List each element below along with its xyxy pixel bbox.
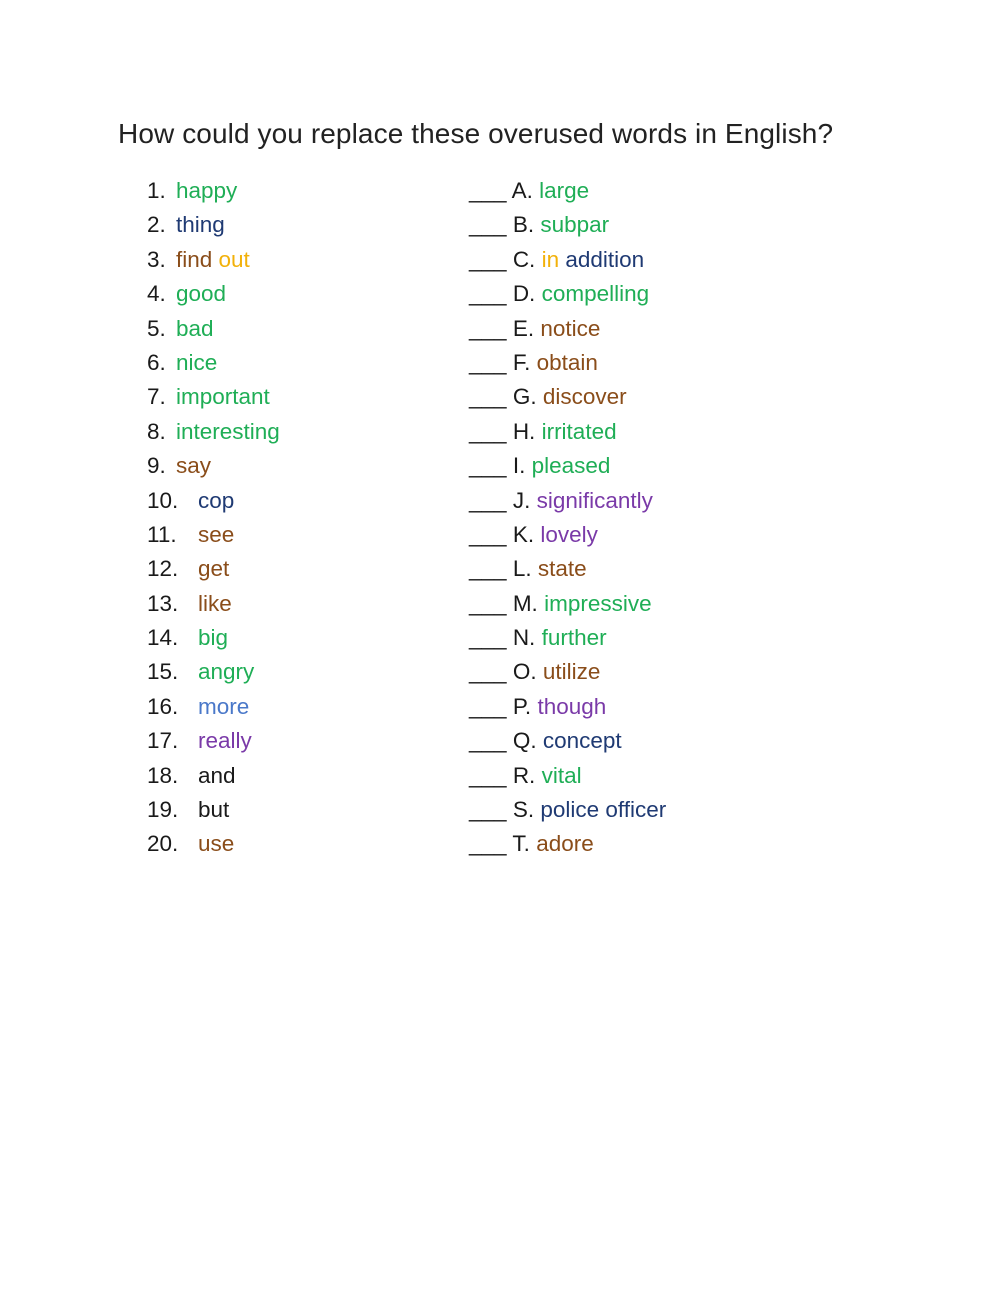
answer-blank[interactable]: ___ (469, 693, 507, 719)
answer-blank[interactable]: ___ (469, 797, 507, 823)
item-number: 2. (147, 212, 166, 238)
answer-blank[interactable]: ___ (469, 246, 507, 272)
overused-word: but (198, 797, 230, 823)
overused-word-item (147, 621, 280, 655)
replacement-word-item (469, 449, 666, 483)
overused-word-item (147, 277, 280, 311)
answer-blank[interactable]: ___ (469, 349, 507, 375)
replacement-word-item (469, 518, 666, 552)
option-letter: L. (512, 556, 532, 582)
replacement-word: significantly (536, 487, 653, 513)
overused-word-item (147, 759, 280, 793)
item-number: 4. (147, 281, 166, 307)
overused-word: out (218, 246, 250, 272)
overused-word: like (198, 590, 232, 616)
replacement-word: irritated (541, 418, 617, 444)
overused-word: big (198, 625, 229, 651)
item-number: 3. (147, 246, 166, 272)
replacement-word-item (469, 621, 666, 655)
replacement-word: concept (542, 728, 622, 754)
answer-blank[interactable]: ___ (469, 556, 507, 582)
overused-word-item (147, 793, 280, 827)
option-letter: F. (512, 349, 531, 375)
replacement-word-item (469, 827, 666, 861)
overused-word-item (147, 484, 280, 518)
overused-word: get (198, 556, 230, 582)
replacement-word-item (469, 312, 666, 346)
item-number: 20. (147, 831, 179, 857)
overused-word: bad (176, 315, 214, 341)
replacement-word-item (469, 380, 666, 414)
overused-word-item (147, 449, 280, 483)
replacement-word-item (469, 243, 666, 277)
replacement-word: lovely (540, 521, 598, 547)
overused-word-item (147, 587, 280, 621)
replacement-word: addition (559, 246, 645, 272)
replacement-word: obtain (536, 349, 598, 375)
replacement-word-item (469, 655, 666, 689)
overused-word-item (147, 380, 280, 414)
overused-word-item (147, 552, 280, 586)
answer-blank[interactable]: ___ (469, 418, 507, 444)
option-letter: D. (512, 281, 536, 307)
overused-word: really (198, 728, 252, 754)
overused-word-item (147, 208, 280, 242)
answer-blank[interactable]: ___ (469, 212, 507, 238)
overused-word: important (176, 384, 270, 410)
item-number: 16. (147, 693, 179, 719)
overused-word-item (147, 690, 280, 724)
answer-blank[interactable]: ___ (469, 281, 507, 307)
replacement-word-item (469, 552, 666, 586)
overused-word-item (147, 415, 280, 449)
overused-words-list (147, 174, 280, 862)
overused-word: see (198, 521, 235, 547)
option-letter: H. (512, 418, 536, 444)
replacement-word: impressive (544, 590, 652, 616)
item-number: 12. (147, 556, 179, 582)
option-letter: I. (512, 453, 526, 479)
answer-blank[interactable]: ___ (469, 625, 507, 651)
item-number: 17. (147, 728, 179, 754)
overused-word-item (147, 827, 280, 861)
replacement-word: in (541, 246, 560, 272)
overused-word-item (147, 346, 280, 380)
answer-blank[interactable]: ___ (469, 590, 507, 616)
replacement-word-item (469, 277, 666, 311)
option-letter: G. (512, 384, 537, 410)
option-letter: K. (512, 521, 535, 547)
overused-word: good (176, 281, 227, 307)
worksheet-title: How could you replace these overused words in English? (118, 118, 834, 149)
item-number: 8. (147, 418, 166, 444)
answer-blank[interactable]: ___ (469, 831, 507, 857)
replacement-word-item (469, 759, 666, 793)
option-letter: M. (512, 590, 538, 616)
overused-word-item (147, 312, 280, 346)
replacement-word-item (469, 484, 666, 518)
overused-word: cop (198, 487, 235, 513)
answer-blank[interactable]: ___ (469, 659, 507, 685)
replacement-word-item (469, 587, 666, 621)
replacement-word-item (469, 793, 666, 827)
option-letter: R. (512, 762, 536, 788)
replacement-word: subpar (540, 212, 610, 238)
overused-word: find (176, 246, 219, 272)
replacement-word: adore (536, 831, 594, 857)
replacement-word-item (469, 690, 666, 724)
overused-word: angry (198, 659, 255, 685)
overused-word: use (198, 831, 235, 857)
replacement-word-item (469, 415, 666, 449)
option-letter: T. (512, 831, 530, 857)
replacement-word-item (469, 346, 666, 380)
replacement-words-list (469, 174, 666, 862)
answer-blank[interactable]: ___ (469, 728, 507, 754)
answer-blank[interactable]: ___ (469, 384, 507, 410)
replacement-word: though (537, 693, 607, 719)
item-number: 6. (147, 349, 166, 375)
replacement-word: state (537, 556, 587, 582)
overused-word: happy (176, 178, 238, 203)
overused-word-item (147, 655, 280, 689)
option-letter: J. (512, 487, 531, 513)
overused-word-item (147, 174, 280, 208)
replacement-word-item (469, 208, 666, 242)
overused-word: nice (176, 349, 218, 375)
item-number: 19. (147, 797, 179, 823)
answer-blank[interactable]: ___ (469, 178, 507, 203)
item-number: 13. (147, 590, 179, 616)
item-number: 18. (147, 762, 179, 788)
overused-word: and (198, 762, 236, 788)
overused-word-item (147, 243, 280, 277)
option-letter: B. (512, 212, 535, 238)
option-letter: S. (512, 797, 535, 823)
answer-blank[interactable]: ___ (469, 762, 507, 788)
option-letter: N. (512, 625, 536, 651)
option-letter: Q. (512, 728, 537, 754)
item-number: 1. (147, 178, 166, 203)
answer-blank[interactable]: ___ (469, 453, 507, 479)
answer-blank[interactable]: ___ (469, 521, 507, 547)
item-number: 7. (147, 384, 166, 410)
replacement-word: large (539, 178, 590, 203)
option-letter: O. (512, 659, 537, 685)
option-letter: C. (512, 246, 536, 272)
item-number: 14. (147, 625, 179, 651)
replacement-word-item (469, 724, 666, 758)
overused-word: interesting (176, 418, 280, 444)
answer-blank[interactable]: ___ (469, 487, 507, 513)
item-number: 9. (147, 453, 166, 479)
item-number: 5. (147, 315, 166, 341)
item-number: 11. (147, 521, 177, 547)
item-number: 10. (147, 487, 179, 513)
option-letter: A. (511, 178, 533, 203)
replacement-word-item (469, 174, 666, 208)
answer-blank[interactable]: ___ (469, 315, 507, 341)
overused-word: thing (176, 212, 225, 238)
replacement-word: utilize (542, 659, 601, 685)
option-letter: P. (512, 693, 532, 719)
overused-word: say (176, 453, 212, 479)
replacement-word: notice (540, 315, 601, 341)
option-letter: E. (512, 315, 535, 341)
replacement-word: pleased (531, 453, 611, 479)
overused-word-item (147, 518, 280, 552)
replacement-word: compelling (541, 281, 650, 307)
replacement-word: police officer (540, 797, 667, 823)
replacement-word: further (541, 625, 607, 651)
item-number: 15. (147, 659, 179, 685)
overused-word: more (198, 693, 250, 719)
overused-word-item (147, 724, 280, 758)
replacement-word: discover (542, 384, 627, 410)
replacement-word: vital (541, 762, 582, 788)
